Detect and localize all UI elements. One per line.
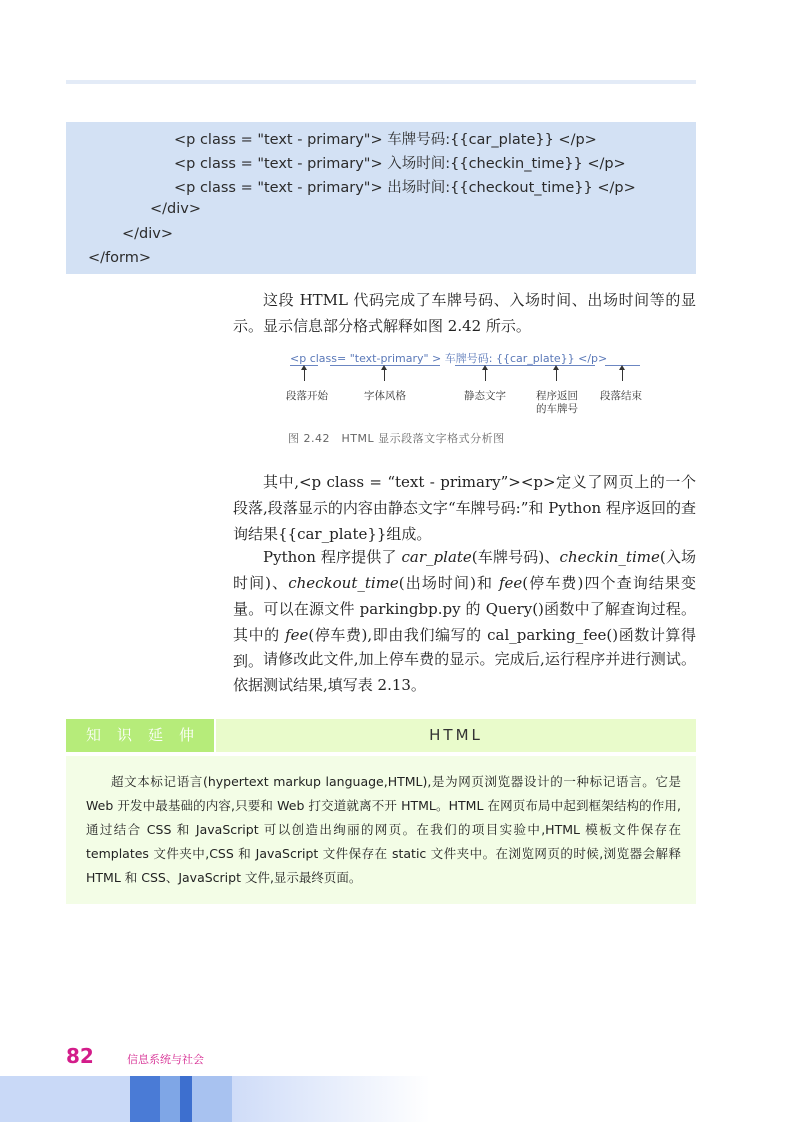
figure-label: 段落结束	[600, 390, 642, 402]
code-line: <p class = "text - primary"> 车牌号码:{{car_plate}} </p>	[174, 132, 597, 148]
extension-header	[66, 719, 696, 752]
variable-name: checkout_time	[288, 574, 399, 592]
book-title: 信息系统与社会	[127, 1053, 204, 1066]
figure-caption: 图 2.42 HTML 显示段落文字格式分析图	[288, 432, 505, 445]
format-figure	[280, 350, 650, 420]
code-line: </div>	[122, 226, 173, 242]
figure-underline	[455, 365, 595, 366]
arrow-icon	[384, 367, 385, 381]
variable-name: checkin_time	[559, 548, 660, 566]
code-line: <p class = "text - primary"> 出场时间:{{checkout_time}} </p>	[174, 180, 636, 196]
arrow-icon	[304, 367, 305, 381]
figure-label: 字体风格	[364, 390, 406, 402]
page-number: 82	[66, 1044, 94, 1068]
body-paragraph: 请修改此文件,加上停车费的显示。完成后,运行程序并进行测试。依据测试结果,填写表 2.13。	[233, 650, 696, 694]
arrow-icon	[485, 367, 486, 381]
extension-tag: 知识延伸	[66, 719, 214, 752]
code-line: </div>	[150, 201, 201, 217]
variable-name: fee	[285, 626, 309, 644]
code-block	[66, 122, 696, 274]
intro-paragraph: 这段 HTML 代码完成了车牌号码、入场时间、出场时间等的显示。显示信息部分格式解释如图 2.42 所示。	[233, 291, 696, 335]
variable-name: car_plate	[401, 548, 472, 566]
footer-color-band	[0, 1076, 430, 1122]
header-rule	[66, 80, 696, 84]
arrow-icon	[556, 367, 557, 381]
arrow-icon	[622, 367, 623, 381]
code-line: </form>	[88, 250, 151, 266]
figure-label: 静态文字	[464, 390, 506, 402]
body-paragraph: Python 程序提供了 car_plate(车牌号码)、checkin_time(入场时间)、checkout_time(出场时间)和 fee(停车费)四个查询结果变量。可以在源文件 parkingbp.py 的 Query()函数中了解查询过程。其中的 fee(停车费),即由我们编写的 cal_parking_fee()函数计算得到。	[233, 548, 697, 670]
extension-text: 超文本标记语言(hypertext markup language,HTML),是为网页浏览器设计的一种标记语言。它是 Web 开发中最基础的内容,只要和 Web 打交道就离不开 HTML。HTML 在网页布局中起到框架结构的作用,通过结合 CSS 和 JavaScript 可以创造出绚丽的网页。在我们的项目实验中,HTML 模板文件保存在 templates 文件夹中,CSS 和 JavaScript 文件保存在 static 文件夹中。在浏览网页的时候,浏览器会解释 HTML 和 CSS、JavaScript 文件,显示最终页面。	[86, 774, 681, 885]
code-line: <p class = "text - primary"> 入场时间:{{checkin_time}} </p>	[174, 156, 626, 172]
figure-label: 程序返回的车牌号	[536, 390, 578, 415]
extension-box	[66, 756, 696, 904]
extension-title: HTML	[216, 719, 696, 752]
variable-name: fee	[498, 574, 523, 592]
figure-label: 段落开始	[286, 390, 328, 402]
figure-code-text: <p class= "text-primary" > 车牌号码: {{car_plate}} </p>	[290, 352, 608, 365]
body-paragraph: 其中,<p class = “text - primary”><p>定义了网页上的一个段落,段落显示的内容由静态文字“车牌号码:”和 Python 程序返回的查询结果{{car_plate}}组成。	[233, 473, 696, 543]
